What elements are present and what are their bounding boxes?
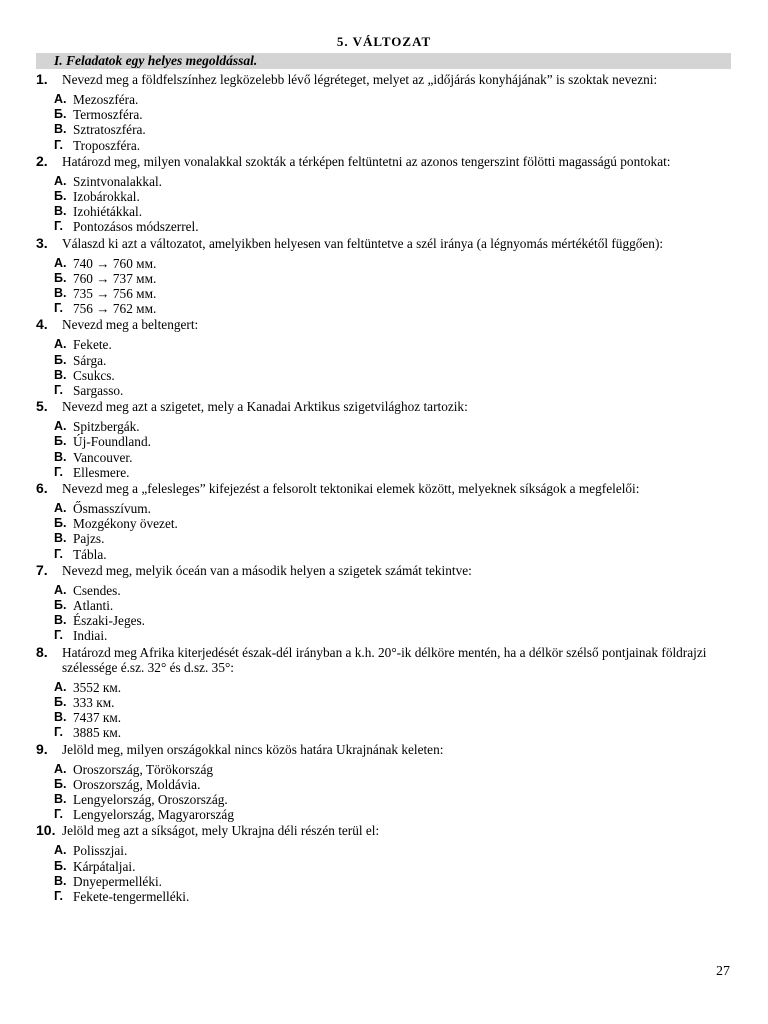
question-number: 5. xyxy=(36,398,48,415)
question-text: Válaszd ki azt a változatot, amelyikben helyesen van feltüntetve a szél iránya (a légnyomás mértékétől függően): xyxy=(62,235,664,251)
option-text: Polisszjai. xyxy=(73,843,128,859)
option-letter: Б. xyxy=(54,189,67,204)
option-text: Szintvonalakkal. xyxy=(73,173,162,189)
option-letter: А. xyxy=(54,419,67,434)
option-text: Kárpátaljai. xyxy=(73,858,136,874)
option-letter: В. xyxy=(54,286,67,301)
question-2 xyxy=(36,154,736,235)
answer-option xyxy=(54,501,736,516)
option-text: Ellesmere. xyxy=(73,464,130,480)
answer-option xyxy=(54,583,736,598)
question-text: Nevezd meg a „felesleges” kifejezést a felsorolt tektonikai elemek között, melyeknek síkságok a megfelelői: xyxy=(62,481,640,497)
option-letter: В. xyxy=(54,122,67,137)
answer-options xyxy=(54,762,736,823)
answer-option xyxy=(54,419,736,434)
question-line xyxy=(36,481,736,496)
option-text: Északi-Jeges. xyxy=(73,613,145,629)
question-9 xyxy=(36,742,736,823)
option-letter: А. xyxy=(54,761,67,776)
answer-option xyxy=(54,368,736,383)
option-letter: Г. xyxy=(54,464,63,479)
question-text: Nevezd meg a beltengert: xyxy=(62,317,199,333)
section-header: I. Feladatok egy helyes megoldással. xyxy=(36,53,731,69)
option-letter: Б. xyxy=(54,270,67,285)
option-letter: А. xyxy=(54,92,67,106)
option-letter: Б. xyxy=(54,598,67,613)
answer-option xyxy=(54,122,736,137)
option-text: Fekete. xyxy=(73,337,112,353)
option-text: Lengyelország, Magyarország xyxy=(73,807,234,823)
option-text: Termoszféra. xyxy=(73,107,143,123)
question-7 xyxy=(36,563,736,644)
option-letter: А. xyxy=(54,582,67,597)
option-text: Vancouver. xyxy=(73,449,133,465)
option-letter: Г. xyxy=(54,725,63,740)
answer-option xyxy=(54,138,736,153)
answer-option xyxy=(54,628,736,643)
answer-option xyxy=(54,92,736,107)
answer-option xyxy=(54,256,736,271)
option-letter: Г. xyxy=(54,546,63,561)
option-text: Pajzs. xyxy=(73,531,105,547)
option-letter: В. xyxy=(54,449,67,464)
option-text: 740 → 760 мм. xyxy=(73,255,157,271)
option-text: Csendes. xyxy=(73,582,121,598)
option-text: Csukcs. xyxy=(73,367,115,383)
answer-option xyxy=(54,465,736,480)
option-letter: В. xyxy=(54,367,67,382)
answer-option xyxy=(54,516,736,531)
option-letter: В. xyxy=(54,791,67,806)
option-text: Fekete-tengermelléki. xyxy=(73,888,190,904)
answer-options xyxy=(54,174,736,235)
page-number: 27 xyxy=(716,964,730,979)
question-8 xyxy=(36,645,736,741)
option-text: 760 → 737 мм. xyxy=(73,270,157,286)
option-text: Izohiétákkal. xyxy=(73,204,143,220)
answer-options xyxy=(54,501,736,562)
option-letter: Б. xyxy=(54,107,67,122)
answer-option xyxy=(54,792,736,807)
option-letter: В. xyxy=(54,613,67,628)
question-4 xyxy=(36,317,736,398)
answer-option xyxy=(54,843,736,858)
question-text: Határozd meg, milyen vonalakkal szokták a térképen feltüntetni az azonos tengerszint fölötti magasságú pontokat: xyxy=(62,153,671,169)
question-text: Nevezd meg, melyik óceán van a második helyen a szigetek számát tekintve: xyxy=(62,562,472,578)
answer-option xyxy=(54,725,736,740)
option-text: Ősmasszívum. xyxy=(73,501,151,517)
option-text: Tábla. xyxy=(73,546,107,562)
option-letter: Г. xyxy=(54,301,63,316)
option-text: 7437 км. xyxy=(73,710,122,726)
option-text: Lengyelország, Oroszország. xyxy=(73,791,228,807)
option-letter: А. xyxy=(54,501,67,516)
answer-option xyxy=(54,710,736,725)
question-number: 7. xyxy=(36,561,48,578)
answer-option xyxy=(54,613,736,628)
option-letter: В. xyxy=(54,531,67,546)
answer-option xyxy=(54,301,736,316)
question-1 xyxy=(36,72,736,153)
option-text: 3552 км. xyxy=(73,679,122,695)
option-letter: Б. xyxy=(54,352,67,367)
option-text: 333 км. xyxy=(73,694,115,710)
answer-option xyxy=(54,777,736,792)
question-number: 3. xyxy=(36,234,48,251)
question-line xyxy=(36,563,736,578)
option-letter: Г. xyxy=(54,888,63,903)
answer-option xyxy=(54,286,736,301)
answer-options xyxy=(54,419,736,480)
option-text: Sargasso. xyxy=(73,383,124,399)
answer-option xyxy=(54,189,736,204)
option-text: Indiai. xyxy=(73,628,108,644)
option-text: Oroszország, Törökország xyxy=(73,761,214,777)
question-list xyxy=(36,72,736,905)
answer-option xyxy=(54,859,736,874)
option-letter: Б. xyxy=(54,516,67,531)
option-letter: А. xyxy=(54,255,67,270)
option-text: Új-Foundland. xyxy=(73,434,151,450)
question-6 xyxy=(36,481,736,562)
option-text: Pontozásos módszerrel. xyxy=(73,219,199,235)
question-text: Nevezd meg azt a szigetet, mely a Kanadai Arktikus szigetvilághoz tartozik: xyxy=(62,399,468,415)
option-letter: Г. xyxy=(54,807,63,822)
answer-option xyxy=(54,531,736,546)
option-letter: А. xyxy=(54,173,67,188)
question-line xyxy=(36,317,736,332)
option-text: Dnyepermelléki. xyxy=(73,873,162,889)
answer-option xyxy=(54,807,736,822)
option-text: 735 → 756 мм. xyxy=(73,286,157,302)
option-letter: Г. xyxy=(54,383,63,398)
option-letter: Г. xyxy=(54,137,63,152)
answer-option xyxy=(54,889,736,904)
question-number: 10. xyxy=(36,822,56,839)
answer-option xyxy=(54,204,736,219)
answer-option xyxy=(54,337,736,352)
answer-option xyxy=(54,680,736,695)
answer-option xyxy=(54,598,736,613)
question-text: Nevezd meg a földfelszínhez legközelebb lévő légréteget, melyet az „időjárás konyhájának” is szoktak nevezni: xyxy=(62,72,658,87)
option-letter: А. xyxy=(54,843,67,858)
answer-option xyxy=(54,762,736,777)
option-letter: Б. xyxy=(54,776,67,791)
answer-options xyxy=(54,843,736,904)
answer-options xyxy=(54,583,736,644)
option-letter: В. xyxy=(54,873,67,888)
answer-option xyxy=(54,353,736,368)
answer-option xyxy=(54,107,736,122)
answer-option xyxy=(54,219,736,234)
question-5 xyxy=(36,399,736,480)
answer-option xyxy=(54,874,736,889)
answer-option xyxy=(54,547,736,562)
question-number: 4. xyxy=(36,316,48,333)
question-line xyxy=(36,645,736,675)
option-letter: Г. xyxy=(54,219,63,234)
option-text: Sárga. xyxy=(73,352,107,368)
option-text: Oroszország, Moldávia. xyxy=(73,776,201,792)
question-text: Jelöld meg azt a síkságot, mely Ukrajna déli részén terül el: xyxy=(62,823,380,839)
question-text: Határozd meg Afrika kiterjedését észak-dél irányban a k.h. 20°-ik délköre mentén, ha a délkör szélső pontjainak földrajzi szélessége é.sz. 32° és d.sz. 35°: xyxy=(62,644,707,675)
option-letter: А. xyxy=(54,679,67,694)
question-number: 1. xyxy=(36,71,48,87)
answer-option xyxy=(54,174,736,189)
option-letter: А. xyxy=(54,337,67,352)
question-10 xyxy=(36,823,736,904)
question-3 xyxy=(36,236,736,317)
option-text: 756 → 762 мм. xyxy=(73,301,157,317)
option-letter: Б. xyxy=(54,434,67,449)
option-text: Spitzbergák. xyxy=(73,419,140,435)
answer-option xyxy=(54,434,736,449)
answer-option xyxy=(54,450,736,465)
option-text: Izobárokkal. xyxy=(73,189,140,205)
answer-option xyxy=(54,383,736,398)
answer-options xyxy=(54,680,736,741)
question-line xyxy=(36,742,736,757)
option-text: Atlanti. xyxy=(73,598,114,614)
option-letter: Б. xyxy=(54,858,67,873)
option-letter: Б. xyxy=(54,694,67,709)
option-letter: Г. xyxy=(54,628,63,643)
option-text: Sztratoszféra. xyxy=(73,122,146,138)
question-line xyxy=(36,399,736,414)
question-number: 2. xyxy=(36,152,48,169)
question-number: 9. xyxy=(36,740,48,757)
option-text: Troposzféra. xyxy=(73,137,141,153)
answer-options xyxy=(54,256,736,317)
question-line xyxy=(36,236,736,251)
question-line xyxy=(36,72,736,87)
option-text: 3885 км. xyxy=(73,725,122,741)
answer-options xyxy=(54,92,736,153)
question-line xyxy=(36,154,736,169)
option-text: Mezoszféra. xyxy=(73,92,139,107)
question-number: 6. xyxy=(36,480,48,497)
answer-options xyxy=(54,337,736,398)
question-number: 8. xyxy=(36,643,48,660)
option-letter: В. xyxy=(54,204,67,219)
option-letter: В. xyxy=(54,710,67,725)
answer-option xyxy=(54,271,736,286)
question-line xyxy=(36,823,736,838)
page-title: 5. VÁLTOZAT xyxy=(336,34,432,49)
option-text: Mozgékony övezet. xyxy=(73,516,178,532)
answer-option xyxy=(54,695,736,710)
question-text: Jelöld meg, milyen országokkal nincs közös határa Ukrajnának keleten: xyxy=(62,741,444,757)
